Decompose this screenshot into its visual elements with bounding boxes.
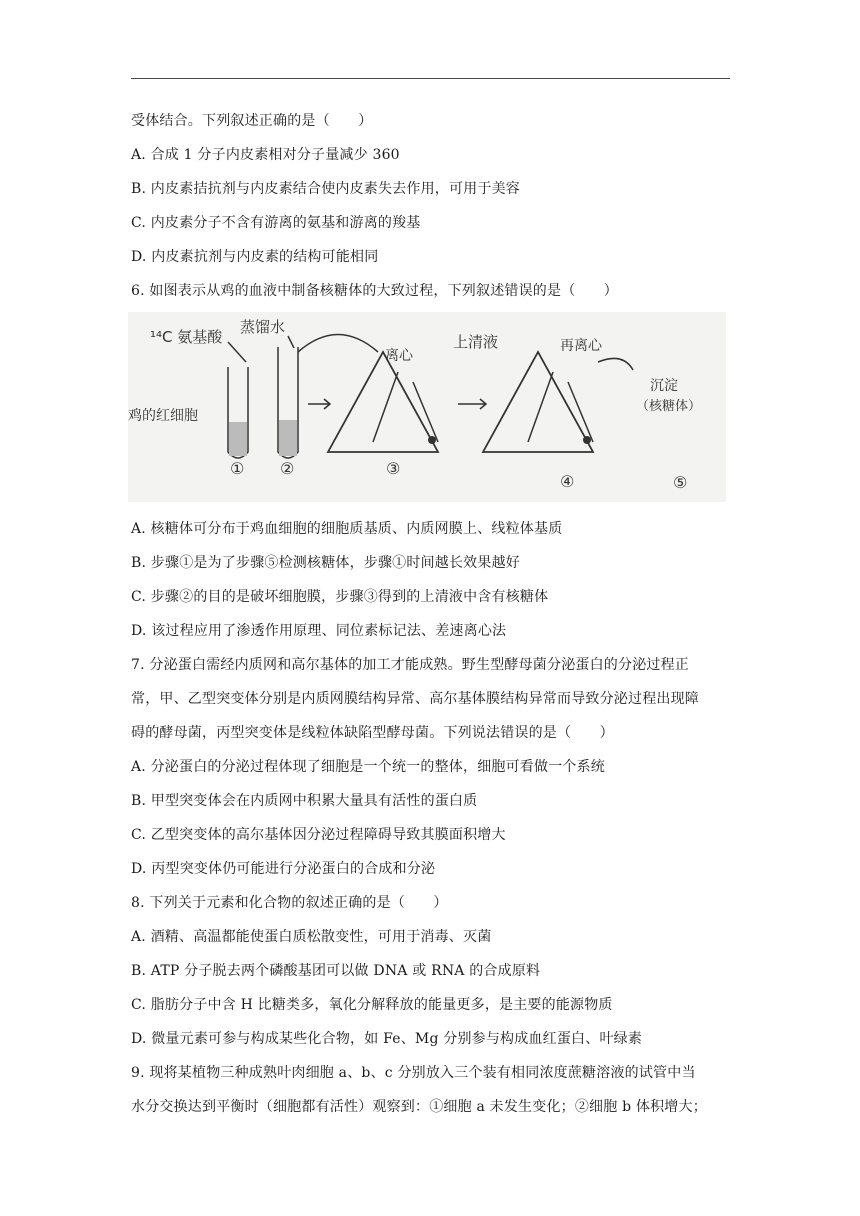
text-line: 常，甲、乙型突变体分别是内质网膜结构异常、高尔基体膜结构异常而导致分泌过程出现障: [131, 691, 699, 707]
text-line: D. 内皮素抗剂与内皮素的结构可能相同: [131, 249, 379, 265]
process-diagram: [128, 312, 726, 502]
text-line: C. 内皮素分子不含有游离的氨基和游离的羧基: [131, 215, 421, 231]
text-line: 6. 如图表示从鸡的血液中制备核糖体的大致过程，下列叙述错误的是（ ）: [131, 283, 619, 299]
text-line: A. 核糖体可分布于鸡血细胞的细胞质基质、内质网膜上、线粒体基质: [131, 521, 563, 537]
ribosome-label: （核糖体）: [636, 399, 702, 414]
text-line: 水分交换达到平衡时（细胞都有活性）观察到：①细胞 a 未发生变化；②细胞 b 体积增大；: [131, 1099, 707, 1115]
centrifuge-label: 离心: [385, 348, 413, 364]
text-line: C. 乙型突变体的高尔基体因分泌过程障碍导致其膜面积增大: [131, 827, 506, 843]
text-line: 碍的酵母菌，丙型突变体是线粒体缺陷型酵母菌。下列说法错误的是（ ）: [131, 725, 614, 741]
text-line: D. 该过程应用了渗透作用原理、同位素标记法、差速离心法: [131, 623, 507, 639]
ribosome-preparation-figure: [128, 312, 726, 502]
text-line: A. 分泌蛋白的分泌过程体现了细胞是一个统一的整体，细胞可看做一个系统: [131, 759, 606, 775]
arrow-icon: [308, 399, 330, 409]
text-line: B. ATP 分子脱去两个磷酸基团可以做 DNA 或 RNA 的合成原料: [131, 963, 541, 979]
text-line: 9. 现将某植物三种成熟叶肉细胞 a、b、c 分别放入三个装有相同浓度蔗糖溶液的试管中当: [131, 1065, 696, 1081]
step5-label: ⑤: [673, 473, 688, 492]
red-cells-label: 鸡的红细胞: [128, 408, 198, 424]
text-line: A. 合成 1 分子内皮素相对分子量减少 360: [131, 147, 400, 163]
precipitate-label: 沉淀: [650, 378, 678, 394]
arrow-icon: [228, 342, 246, 362]
header-rule: [131, 78, 730, 79]
text-line: B. 甲型突变体会在内质网中积累大量具有活性的蛋白质: [131, 793, 478, 809]
arrow-icon: [598, 358, 633, 370]
text-line: 7. 分泌蛋白需经内质网和高尔基体的加工才能成熟。野生型酵母菌分泌蛋白的分泌过程正: [131, 657, 690, 673]
arrow-icon: [298, 335, 378, 353]
step4-label: ④: [560, 472, 575, 491]
text-line: 受体结合。下列叙述正确的是（ ）: [131, 113, 373, 129]
text-line: 8. 下列关于元素和化合物的叙述正确的是（ ）: [131, 895, 448, 911]
arrow-icon: [458, 399, 486, 409]
tube-step1: [228, 367, 248, 458]
centrifuge-step3: [328, 352, 438, 452]
text-line: B. 内皮素拮抗剂与内皮素结合使内皮素失去作用，可用于美容: [131, 181, 520, 197]
supernatant-label: 上清液: [453, 333, 499, 351]
step2-label: ②: [280, 459, 295, 478]
arrow-icon: [288, 336, 294, 348]
distilled-water-label: 蒸馏水: [240, 318, 286, 336]
text-line: C. 脂肪分子中含 H 比糖类多，氧化分解释放的能量更多，是主要的能源物质: [131, 997, 613, 1013]
text-line: A. 酒精、高温都能使蛋白质松散变性，可用于消毒、灭菌: [131, 929, 492, 945]
step1-label: ①: [230, 459, 245, 478]
recentrifuge-label: 再离心: [560, 338, 602, 354]
text-line: B. 步骤①是为了步骤⑤检测核糖体，步骤①时间越长效果越好: [131, 555, 520, 571]
text-line: C. 步骤②的目的是破坏细胞膜，步骤③得到的上清液中含有核糖体: [131, 589, 549, 605]
tube-step2: [278, 347, 298, 458]
text-line: D. 微量元素可参与构成某些化合物，如 Fe、Mg 分别参与构成血红蛋白、叶绿素: [131, 1031, 643, 1047]
amino-acid-label: ¹⁴C 氨基酸: [150, 328, 223, 346]
text-line: D. 丙型突变体仍可能进行分泌蛋白的合成和分泌: [131, 861, 436, 877]
centrifuge-step4: [483, 352, 593, 452]
step3-label: ③: [386, 459, 401, 478]
